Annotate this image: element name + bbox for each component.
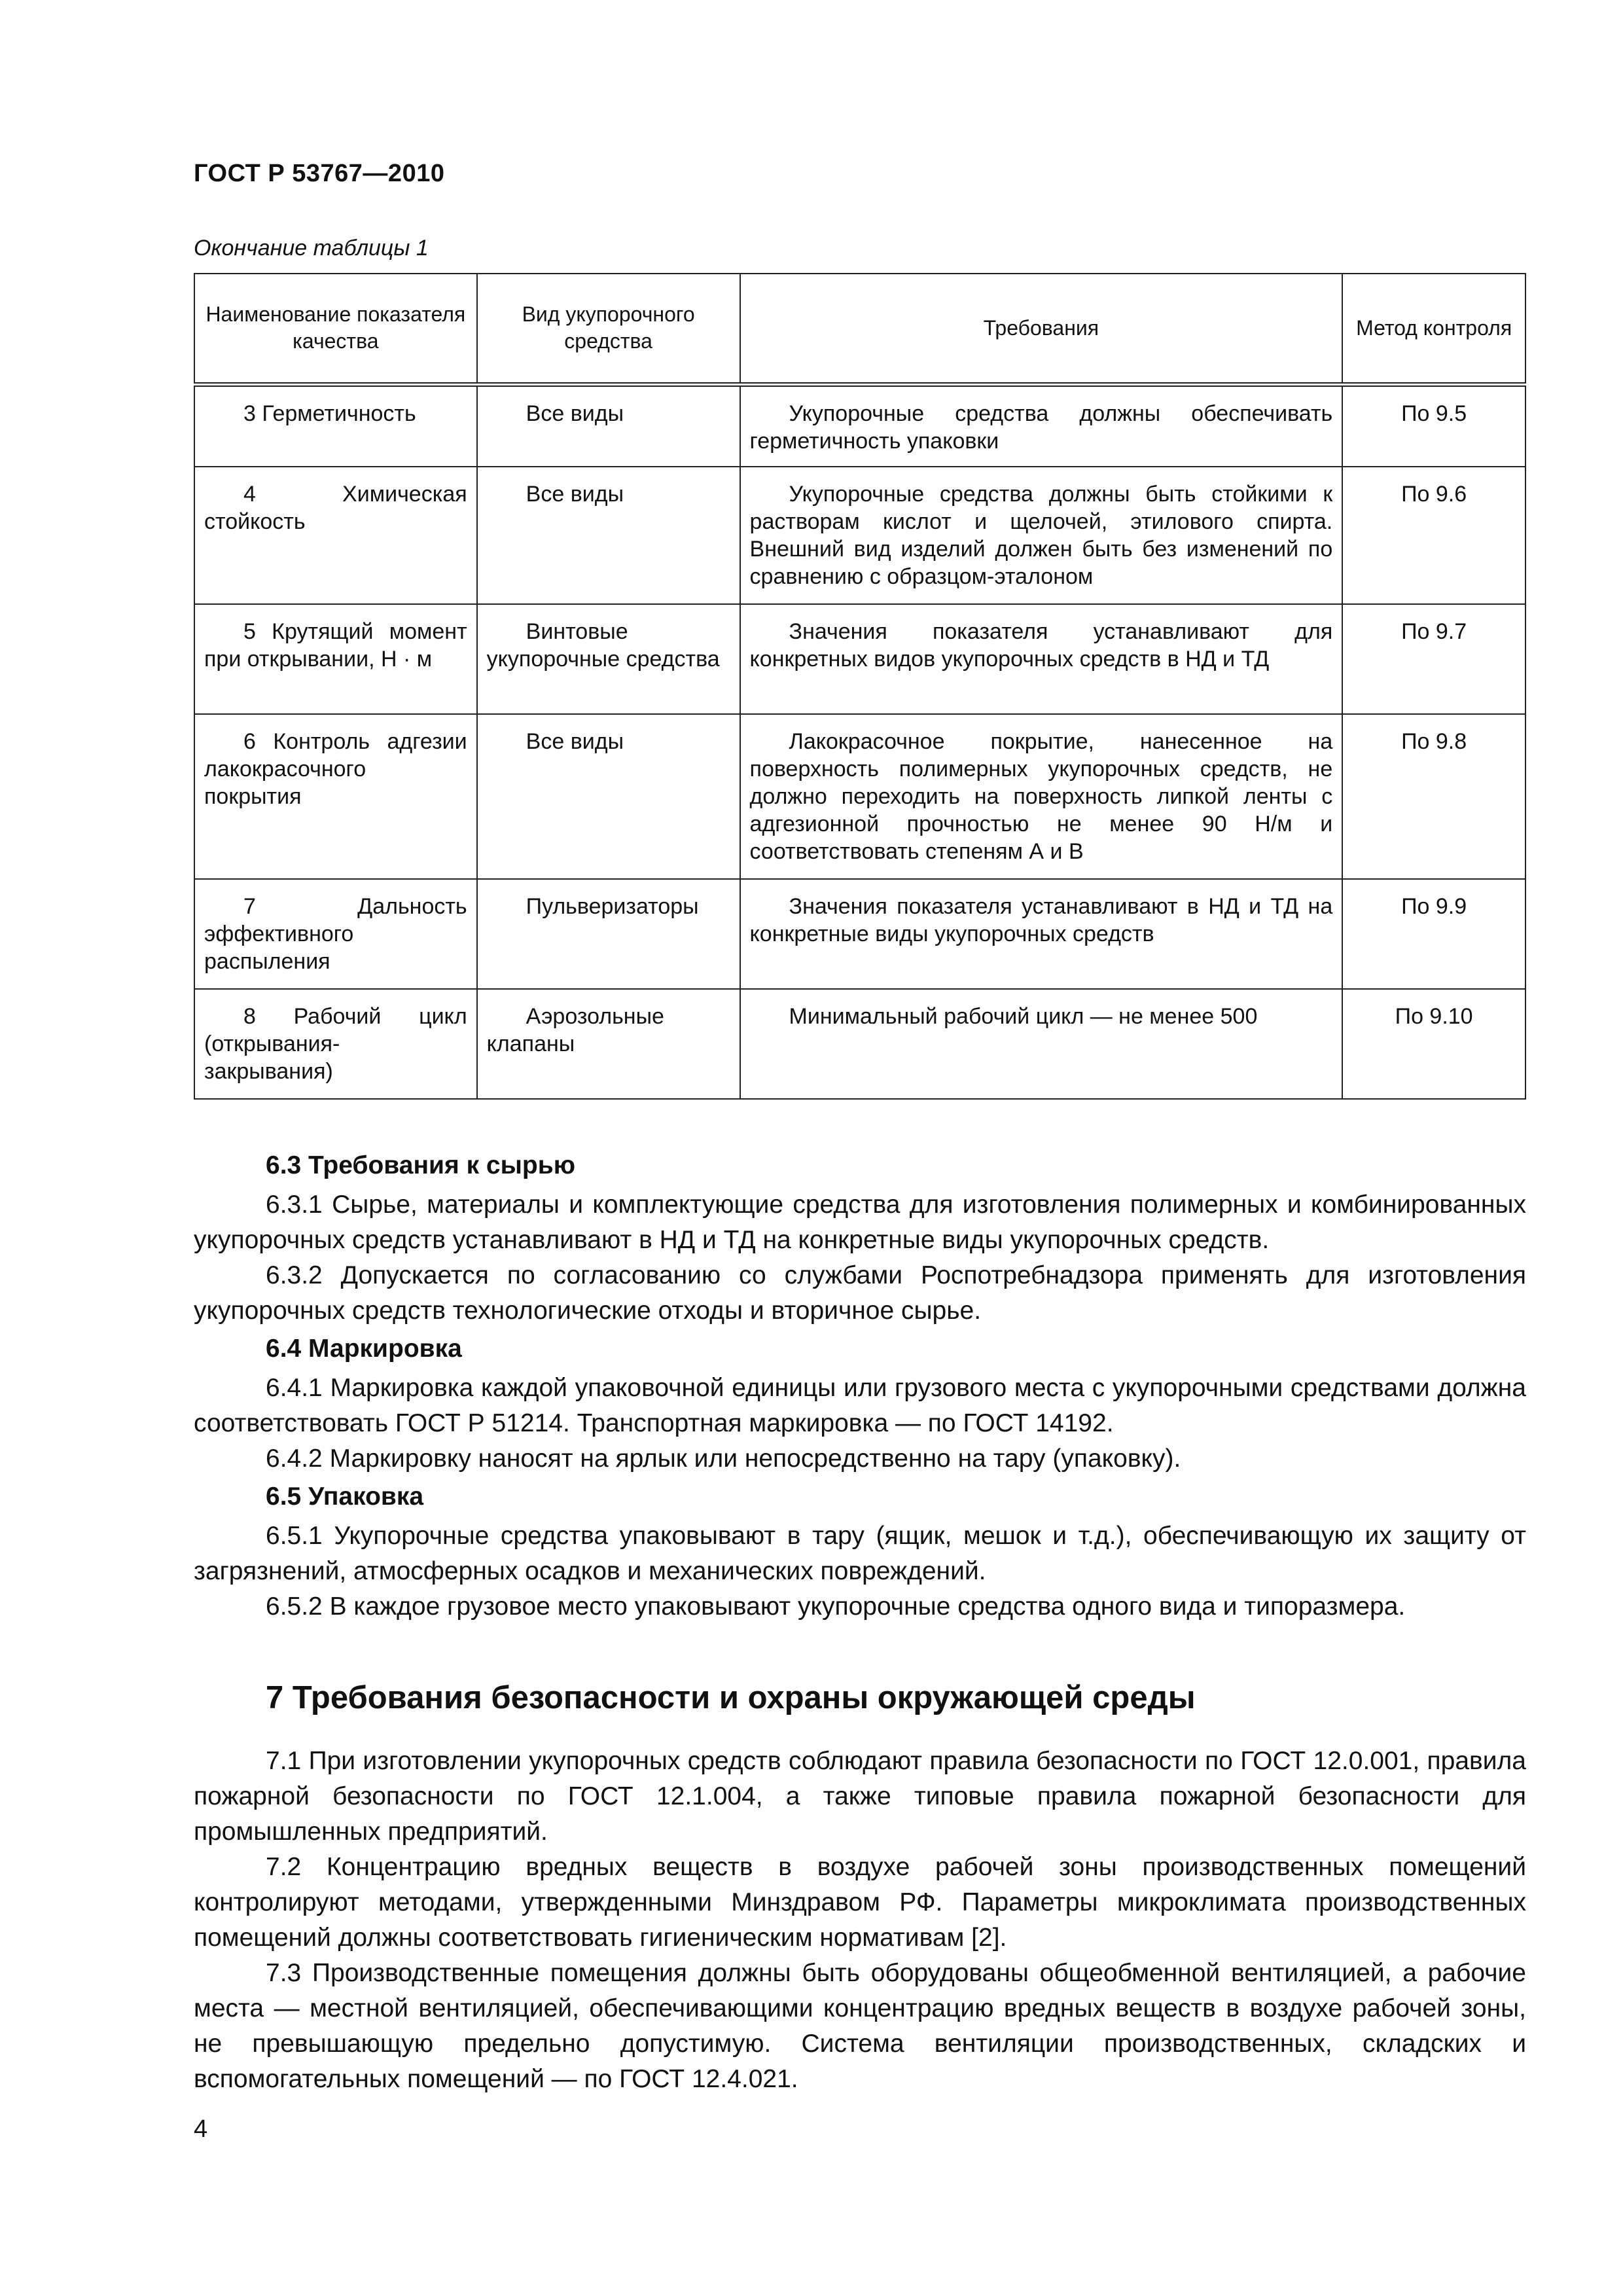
row-test-method: По 9.7	[1342, 604, 1525, 714]
row-requirement: Лакокрасочное покрытие, нанесенное на поверхность полимерных укупорочных средств, не должно переходить на поверхность липкой ленты с адгезионной прочностью не менее 90 Н/м и соответствовать степеням А и В	[740, 714, 1343, 879]
column-header-requirements: Требования	[740, 274, 1343, 384]
paragraph-6-5-2: 6.5.2 В каждое грузовое место упаковывают укупорочные средства одного вида и типоразмера.	[266, 1592, 1406, 1621]
row-indicator-name: 3 Герметичность	[194, 384, 477, 467]
row-test-method: По 9.6	[1342, 467, 1525, 604]
row-indicator-name: 4 Химическая стойкость	[194, 467, 477, 604]
standard-code-header: ГОСТ Р 53767—2010	[194, 160, 445, 187]
table-row	[194, 714, 1525, 879]
row-test-method: По 9.8	[1342, 714, 1525, 879]
table-row	[194, 989, 1525, 1099]
section-6-body	[194, 1148, 1526, 1624]
row-closure-kind: Винтовые укупорочные средства	[477, 604, 740, 714]
table-row	[194, 604, 1525, 714]
row-test-method: По 9.5	[1342, 384, 1525, 467]
section-7-heading: 7 Требования безопасности и охраны окружающей среды	[266, 1680, 1196, 1715]
row-requirement: Минимальный рабочий цикл — не менее 500	[740, 989, 1343, 1099]
row-requirement: Укупорочные средства должны обеспечивать герметичность упаковки	[740, 384, 1343, 467]
column-header-indicator: Наименование показателя качества	[194, 274, 477, 384]
paragraph-7-3: 7.3 Производственные помещения должны быть оборудованы общеобменной вентиляцией, а рабочие места — местной вентиляцией, обеспечивающими концентрацию вредных веществ в воздухе рабочей зоны, не превышающую предельно допустимую. Система вентиляции производственных, складских и вспомогательных помещений — по ГОСТ 12.4.021.	[194, 1959, 1526, 2093]
section-7-body	[194, 1678, 1526, 2097]
table-caption: Окончание таблицы 1	[194, 236, 429, 260]
row-test-method: По 9.9	[1342, 879, 1525, 989]
table-row	[194, 879, 1525, 989]
page-number: 4	[194, 2115, 208, 2143]
row-requirement: Значения показателя устанавливают в НД и ТД на конкретные виды укупорочных средств	[740, 879, 1343, 989]
section-6-3-heading: 6.3 Требования к сырью	[266, 1151, 576, 1179]
paragraph-7-1: 7.1 При изготовлении укупорочных средств соблюдают правила безопасности по ГОСТ 12.0.001, правила пожарной безопасности по ГОСТ 12.1.004, а также типовые правила пожарной безопасности для промышленных предприятий.	[194, 1747, 1526, 1846]
row-test-method: По 9.10	[1342, 989, 1525, 1099]
section-6-5-heading: 6.5 Упаковка	[266, 1482, 424, 1511]
row-indicator-name: 5 Крутящий момент при открывании, Н · м	[194, 604, 477, 714]
section-6-4-heading: 6.4 Маркировка	[266, 1335, 462, 1363]
paragraph-6-3-2: 6.3.2 Допускается по согласованию со службами Роспотребнадзора применять для изготовления укупорочных средств технологические отходы и вторичное сырье.	[194, 1261, 1526, 1325]
row-indicator-name: 8 Рабочий цикл (открывания-закрывания)	[194, 989, 477, 1099]
row-requirement: Значения показателя устанавливают для конкретных видов укупорочных средств в НД и ТД	[740, 604, 1343, 714]
paragraph-6-3-1: 6.3.1 Сырье, материалы и комплектующие средства для изготовления полимерных и комбинированных укупорочных средств устанавливают в НД и ТД на конкретные виды укупорочных средств.	[194, 1191, 1526, 1254]
table-header-row	[194, 274, 1525, 384]
row-requirement: Укупорочные средства должны быть стойкими к растворам кислот и щелочей, этилового спирта. Внешний вид изделий должен быть без изменений по сравнению с образцом-эталоном	[740, 467, 1343, 604]
table-row	[194, 467, 1525, 604]
paragraph-6-4-2: 6.4.2 Маркировку наносят на ярлык или непосредственно на тару (упаковку).	[266, 1444, 1181, 1473]
table-row	[194, 384, 1525, 467]
paragraph-6-5-1: 6.5.1 Укупорочные средства упаковывают в тару (ящик, мешок и т.д.), обеспечивающую их защиту от загрязнений, атмосферных осадков и механических повреждений.	[194, 1522, 1526, 1585]
row-closure-kind: Пульверизаторы	[477, 879, 740, 989]
row-closure-kind: Аэрозольные клапаны	[477, 989, 740, 1099]
row-closure-kind: Все виды	[477, 384, 740, 467]
row-indicator-name: 7 Дальность эффективного распыления	[194, 879, 477, 989]
row-indicator-name: 6 Контроль адгезии лакокрасочного покрытия	[194, 714, 477, 879]
row-closure-kind: Все виды	[477, 714, 740, 879]
paragraph-6-4-1: 6.4.1 Маркировка каждой упаковочной единицы или грузового места с укупорочными средствами должна соответствовать ГОСТ Р 51214. Транспортная маркировка — по ГОСТ 14192.	[194, 1374, 1526, 1437]
row-closure-kind: Все виды	[477, 467, 740, 604]
paragraph-7-2: 7.2 Концентрацию вредных веществ в воздухе рабочей зоны производственных помещений контролируют методами, утвержденными Минздравом РФ. Параметры микроклимата производственных помещений должны соответствовать гигиеническим нормативам [2].	[194, 1853, 1526, 1952]
column-header-method: Метод контроля	[1342, 274, 1525, 384]
requirements-table	[194, 273, 1526, 1100]
column-header-kind: Вид укупорочного средства	[477, 274, 740, 384]
